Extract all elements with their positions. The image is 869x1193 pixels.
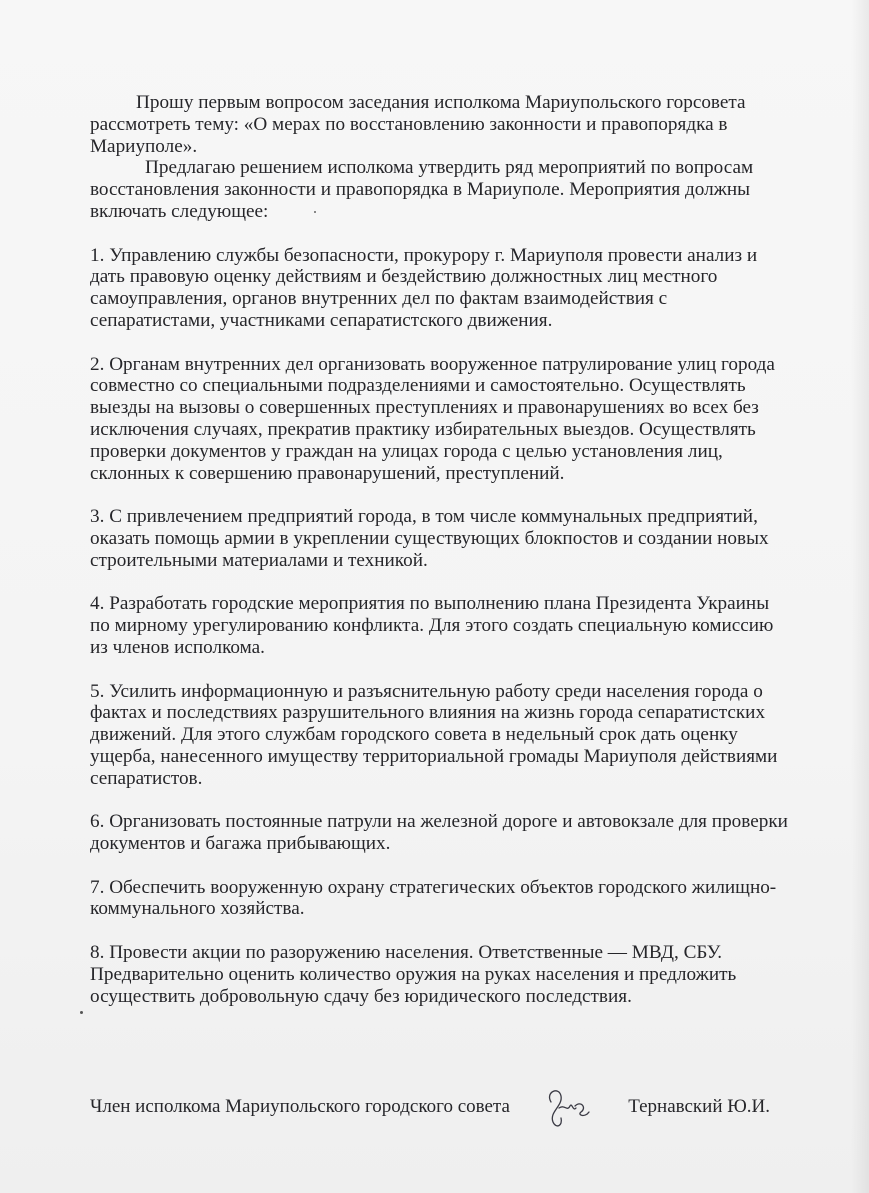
item-8: 8. Провести акции по разоружению населения. Ответственные — МВД, СБУ. Предварительно оценить количество оружия на руках населения и предложить осуществить добровольную сдачу без юридического последствия. [90, 942, 737, 1007]
page-shadow-edge [851, 0, 869, 1193]
handwritten-signature-icon [537, 1082, 597, 1134]
item-5: 5. Усилить информационную и разъяснительную работу среди населения города о фактах и последствиях разрушительного влияния на жизнь города сепаратистских движений. Для этого службам городского совета в недельный срок дать оценку ущерба, нанесенного имуществу территориальной громады Мариуполя действиями сепаратистов. [90, 680, 778, 789]
item-7: 7. Обеспечить вооруженную охрану стратегических объектов городского жилищно-коммунального хозяйства. [90, 876, 777, 920]
intro-paragraph-2: Предлагаю решением исполкома утвердить ряд мероприятий по вопросам восстановления законности и правопорядка в Мариуполе. Мероприятия должны включать следующее: [90, 157, 754, 222]
signature-block [90, 1096, 770, 1136]
letter-body [90, 92, 790, 1007]
intro-paragraph-1: Прошу первым вопросом заседания исполкома Мариупольского горсовета рассмотреть тему: «О мерах по восстановлению законности и правопорядка в Мариуполе». [90, 92, 746, 157]
item-1: 1. Управлению службы безопасности, прокурору г. Мариуполя провести анализ и дать правовую оценку действиям и бездействию должностных лиц местного самоуправления, органов внутренних дел по фактам взаимодействия с сепаратистами, участниками сепаратистского движения. [90, 244, 758, 331]
scan-dot [80, 1011, 83, 1014]
item-4: 4. Разработать городские мероприятия по выполнению плана Президента Украины по мирному урегулированию конфликта. Для этого создать специальную комиссию из членов исполкома. [90, 593, 774, 658]
signatory-role: Член исполкома Мариупольского городского совета [90, 1096, 510, 1117]
item-3: 3. С привлечением предприятий города, в том числе коммунальных предприятий, оказать помощь армии в укреплении существующих блокпостов и создании новых строительными материалами и техникой. [90, 506, 769, 571]
signatory-name: Тернавский Ю.И. [628, 1096, 770, 1117]
item-2: 2. Органам внутренних дел организовать вооруженное патрулирование улиц города совместно со специальными подразделениями и самостоятельно. Осуществлять выезды на вызовы о совершенных преступлениях и правонарушениях во всех без исключения случаях, прекратив практику избирательных выездов. Осуществлять проверки документов у граждан на улицах города с целью установления лиц, склонных к совершению правонарушений, преступлений. [90, 353, 775, 484]
item-6: 6. Организовать постоянные патрули на железной дороге и автовокзале для проверки документов и багажа прибывающих. [90, 811, 788, 855]
